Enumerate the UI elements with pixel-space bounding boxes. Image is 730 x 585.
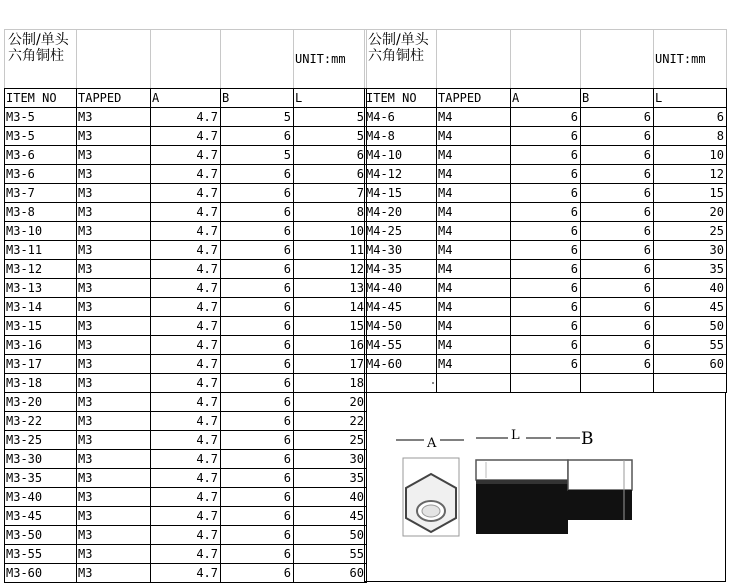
grid-line [4, 544, 366, 545]
grid-line [4, 506, 366, 507]
label-a: A [427, 436, 437, 451]
table-cell: 4.7 [196, 547, 218, 561]
grid-line [364, 373, 365, 393]
table-cell: 4.7 [196, 490, 218, 504]
table-cell: M3 [78, 262, 93, 276]
grid-line [364, 297, 726, 298]
table-cell: M4 [438, 338, 453, 352]
grid-line [4, 525, 366, 526]
table-cell: M3 [78, 509, 93, 523]
table-cell: 40 [709, 281, 724, 295]
table-cell: 6 [570, 167, 578, 181]
table-cell: 25 [709, 224, 724, 238]
grid-line [580, 29, 581, 88]
grid-line [293, 88, 294, 583]
grid-line [364, 354, 726, 355]
table-cell: 4.7 [196, 224, 218, 238]
table-cell: 20 [349, 395, 364, 409]
table-cell: 6 [283, 357, 291, 371]
table-cell: M4 [438, 357, 453, 371]
table-cell: M3-40 [6, 490, 43, 504]
table-cell: 12 [709, 167, 724, 181]
table-cell: 4.7 [196, 528, 218, 542]
grid-line [364, 278, 726, 279]
table-cell: 6 [716, 110, 724, 124]
table-cell: 6 [283, 300, 291, 314]
grid-line [364, 221, 726, 222]
table-cell: 6 [643, 129, 651, 143]
table-cell: 4.7 [196, 243, 218, 257]
table-cell: 6 [283, 452, 291, 466]
grid-line [4, 240, 366, 241]
table-cell: M3-13 [6, 281, 43, 295]
table-cell: M3-5 [6, 129, 35, 143]
table-cell: 6 [570, 262, 578, 276]
column-header-b: B [582, 91, 590, 105]
table-cell: 5 [356, 129, 364, 143]
table-cell: 6 [570, 205, 578, 219]
table-cell: 4.7 [196, 338, 218, 352]
table-cell: 45 [709, 300, 724, 314]
table-cell: M4-40 [366, 281, 403, 295]
table-cell: 45 [349, 509, 364, 523]
table-cell: M3-15 [6, 319, 43, 333]
table-cell: M3-25 [6, 433, 43, 447]
table-cell: 4.7 [196, 167, 218, 181]
grid-line [4, 221, 366, 222]
grid-line [726, 88, 727, 374]
table-cell: 6 [356, 148, 364, 162]
grid-line [4, 582, 366, 583]
table-cell: M4-10 [366, 148, 403, 162]
table-cell: 10 [349, 224, 364, 238]
grid-line [4, 449, 366, 450]
table-cell: 14 [349, 300, 364, 314]
table-cell: 6 [356, 167, 364, 181]
table-cell: 6 [283, 281, 291, 295]
table-cell: 6 [570, 281, 578, 295]
column-header-l: L [295, 91, 303, 105]
table-cell: 10 [709, 148, 724, 162]
label-b: B [581, 429, 594, 449]
table-cell: 6 [283, 547, 291, 561]
table-cell: M4-55 [366, 338, 403, 352]
table-cell: 6 [643, 319, 651, 333]
table-cell: 4.7 [196, 300, 218, 314]
table-cell: M3 [78, 433, 93, 447]
table-cell: 6 [283, 338, 291, 352]
table-cell: M4-35 [366, 262, 403, 276]
table-cell: M4-60 [366, 357, 403, 371]
table-cell: 25 [349, 433, 364, 447]
table-cell: M3 [78, 490, 93, 504]
table-cell: 40 [349, 490, 364, 504]
table-cell: M3 [78, 186, 93, 200]
table-cell: 6 [570, 129, 578, 143]
grid-line [364, 164, 726, 165]
table-cell: M3-22 [6, 414, 43, 428]
grid-line [653, 88, 654, 374]
grid-line [4, 392, 366, 393]
table-cell: 4.7 [196, 110, 218, 124]
table-cell: 30 [709, 243, 724, 257]
grid-line [4, 468, 366, 469]
grid-line [4, 202, 366, 203]
table-cell: 16 [349, 338, 364, 352]
grid-line [4, 316, 366, 317]
grid-line [580, 88, 581, 374]
grid-line [150, 29, 151, 88]
table-cell: M3 [78, 414, 93, 428]
grid-line [510, 88, 511, 374]
table-cell: M4-50 [366, 319, 403, 333]
table-cell: M3 [78, 167, 93, 181]
table-cell: 4.7 [196, 395, 218, 409]
table-cell: M3 [78, 243, 93, 257]
table-cell: 6 [643, 281, 651, 295]
grid-line [4, 88, 5, 583]
table-cell: 6 [570, 300, 578, 314]
table-cell: 8 [716, 129, 724, 143]
grid-line [364, 202, 726, 203]
table-cell: 17 [349, 357, 364, 371]
table-cell: M3-16 [6, 338, 43, 352]
table-cell: M3-7 [6, 186, 35, 200]
table-cell: M3-45 [6, 509, 43, 523]
column-header-item-no: ITEM NO [366, 91, 417, 105]
table-cell: 35 [349, 471, 364, 485]
grid-line [726, 373, 727, 393]
table-cell: 6 [643, 148, 651, 162]
table-cell: 8 [356, 205, 364, 219]
grid-line [726, 29, 727, 88]
table-cell: 6 [283, 319, 291, 333]
table-cell: 18 [349, 376, 364, 390]
grid-line [4, 88, 366, 89]
grid-line [76, 88, 77, 583]
table-cell: 50 [709, 319, 724, 333]
column-header-tapped: TAPPED [438, 91, 482, 105]
standoff-diagram [366, 390, 724, 580]
table-cell: 6 [283, 262, 291, 276]
table-cell: 4.7 [196, 566, 218, 580]
grid-line [4, 430, 366, 431]
grid-line [364, 126, 726, 127]
table-cell: 6 [643, 224, 651, 238]
table-cell: M3 [78, 110, 93, 124]
stray-dot [432, 382, 434, 384]
table-cell: 4.7 [196, 509, 218, 523]
grid-line [364, 259, 726, 260]
table-cell: 6 [570, 148, 578, 162]
table-cell: 6 [283, 376, 291, 390]
column-header-tapped: TAPPED [78, 91, 122, 105]
table-cell: M3-20 [6, 395, 43, 409]
grid-line [4, 278, 366, 279]
table-cell: 7 [356, 186, 364, 200]
table-cell: M3-6 [6, 148, 35, 162]
table-cell: M3-30 [6, 452, 43, 466]
table-cell: M3 [78, 528, 93, 542]
table-cell: 6 [283, 433, 291, 447]
table-cell: M3 [78, 566, 93, 580]
table-cell: 6 [643, 357, 651, 371]
table-cell: 11 [349, 243, 364, 257]
column-header-a: A [152, 91, 160, 105]
grid-line [4, 373, 366, 374]
table-cell: M3 [78, 224, 93, 238]
table-cell: 6 [570, 357, 578, 371]
grid-line [4, 164, 366, 165]
table-cell: 5 [283, 148, 291, 162]
grid-line [150, 88, 151, 583]
table-cell: 5 [356, 110, 364, 124]
table-cell: 5 [283, 110, 291, 124]
grid-line [364, 392, 365, 582]
table-cell: M3-10 [6, 224, 43, 238]
table-cell: M4 [438, 205, 453, 219]
table-cell: 4.7 [196, 414, 218, 428]
table-cell: M3 [78, 205, 93, 219]
grid-line [4, 411, 366, 412]
table-cell: M3 [78, 357, 93, 371]
table-cell: M3 [78, 338, 93, 352]
table-cell: M3 [78, 319, 93, 333]
table-cell: M3 [78, 471, 93, 485]
table-cell: 50 [349, 528, 364, 542]
table-cell: M4-6 [366, 110, 395, 124]
table-cell: 55 [709, 338, 724, 352]
hex-end-view [403, 458, 459, 536]
table-cell: 4.7 [196, 262, 218, 276]
table-cell: 6 [283, 224, 291, 238]
table-cell: 4.7 [196, 471, 218, 485]
table-cell: 12 [349, 262, 364, 276]
column-header-item-no: ITEM NO [6, 91, 57, 105]
grid-line [4, 259, 366, 260]
table-cell: M3 [78, 547, 93, 561]
right-table-title: 公制/单头六角铜柱 [368, 32, 429, 64]
table-cell: M4-12 [366, 167, 403, 181]
table-cell: M3 [78, 129, 93, 143]
table-cell: M3 [78, 376, 93, 390]
table-cell: 15 [709, 186, 724, 200]
table-cell: M4-30 [366, 243, 403, 257]
table-cell: 22 [349, 414, 364, 428]
table-cell: 4.7 [196, 357, 218, 371]
table-cell: 6 [570, 110, 578, 124]
table-cell: 4.7 [196, 148, 218, 162]
table-cell: M4-15 [366, 186, 403, 200]
grid-line [510, 29, 511, 88]
table-cell: 4.7 [196, 319, 218, 333]
table-cell: M4 [438, 167, 453, 181]
grid-line [364, 107, 726, 108]
table-cell: M3-18 [6, 376, 43, 390]
table-cell: 6 [283, 490, 291, 504]
table-cell: 6 [283, 129, 291, 143]
table-cell: M3-50 [6, 528, 43, 542]
grid-line [4, 145, 366, 146]
grid-line [364, 88, 726, 89]
table-cell: 4.7 [196, 281, 218, 295]
grid-line [220, 29, 221, 88]
grid-line [4, 126, 366, 127]
grid-line [364, 581, 726, 582]
table-cell: 6 [570, 186, 578, 200]
column-header-a: A [512, 91, 520, 105]
table-cell: M3-17 [6, 357, 43, 371]
table-cell: M4 [438, 110, 453, 124]
table-cell: 4.7 [196, 433, 218, 447]
table-cell: 6 [283, 205, 291, 219]
table-cell: 6 [643, 300, 651, 314]
table-cell: 35 [709, 262, 724, 276]
table-cell: 15 [349, 319, 364, 333]
table-cell: M4 [438, 243, 453, 257]
table-cell: 4.7 [196, 205, 218, 219]
table-cell: 55 [349, 547, 364, 561]
grid-line [364, 240, 726, 241]
table-cell: M3-55 [6, 547, 43, 561]
table-cell: 6 [283, 395, 291, 409]
grid-line [364, 145, 726, 146]
left-table-title: 公制/单头六角铜柱 [8, 32, 69, 64]
table-cell: 13 [349, 281, 364, 295]
table-cell: M4 [438, 224, 453, 238]
table-cell: 6 [570, 338, 578, 352]
table-cell: M3-11 [6, 243, 43, 257]
table-cell: 6 [570, 319, 578, 333]
grid-line [220, 88, 221, 583]
table-cell: 4.7 [196, 186, 218, 200]
table-cell: M4 [438, 148, 453, 162]
table-cell: 6 [643, 186, 651, 200]
right-table-unit: UNIT:mm [655, 52, 706, 66]
table-cell: 6 [283, 414, 291, 428]
table-cell: 6 [570, 224, 578, 238]
grid-line [364, 373, 726, 374]
table-cell: M3-5 [6, 110, 35, 124]
table-cell: 6 [570, 243, 578, 257]
table-cell: M4 [438, 262, 453, 276]
table-cell: 4.7 [196, 376, 218, 390]
table-cell: M3 [78, 148, 93, 162]
table-cell: 30 [349, 452, 364, 466]
table-cell: M3-12 [6, 262, 43, 276]
grid-line [4, 487, 366, 488]
table-cell: M4-45 [366, 300, 403, 314]
grid-line [4, 183, 366, 184]
label-l: L [511, 428, 520, 443]
table-cell: 6 [643, 110, 651, 124]
standoff-side-view [476, 460, 632, 534]
table-cell: M4-20 [366, 205, 403, 219]
table-cell: 20 [709, 205, 724, 219]
table-cell: M3-14 [6, 300, 43, 314]
table-cell: 6 [283, 167, 291, 181]
table-cell: 6 [643, 205, 651, 219]
table-cell: 6 [643, 338, 651, 352]
grid-line [4, 563, 366, 564]
table-cell: 4.7 [196, 129, 218, 143]
table-cell: 60 [349, 566, 364, 580]
table-cell: 6 [643, 167, 651, 181]
column-header-l: L [655, 91, 663, 105]
table-cell: 6 [283, 186, 291, 200]
table-cell: M4 [438, 319, 453, 333]
grid-line [364, 335, 726, 336]
table-cell: M4 [438, 186, 453, 200]
table-cell: 6 [643, 262, 651, 276]
table-cell: M3-6 [6, 167, 35, 181]
table-cell: M4 [438, 281, 453, 295]
table-cell: 6 [643, 243, 651, 257]
grid-line [725, 392, 726, 582]
table-cell: M4-8 [366, 129, 395, 143]
grid-line [4, 354, 366, 355]
grid-line [4, 335, 366, 336]
table-cell: 6 [283, 509, 291, 523]
table-cell: M3-35 [6, 471, 43, 485]
grid-line [436, 88, 437, 374]
table-cell: M4 [438, 300, 453, 314]
table-cell: 4.7 [196, 452, 218, 466]
table-cell: M3 [78, 300, 93, 314]
table-cell: 6 [283, 528, 291, 542]
grid-line [4, 297, 366, 298]
column-header-b: B [222, 91, 230, 105]
table-cell: M3 [78, 452, 93, 466]
left-table-unit: UNIT:mm [295, 52, 346, 66]
table-cell: 6 [283, 566, 291, 580]
grid-line [76, 29, 77, 88]
table-cell: M3-8 [6, 205, 35, 219]
table-cell: M3-60 [6, 566, 43, 580]
table-cell: M3 [78, 281, 93, 295]
table-cell: 6 [283, 243, 291, 257]
table-cell: M4-25 [366, 224, 403, 238]
table-cell: M3 [78, 395, 93, 409]
table-cell: 6 [283, 471, 291, 485]
grid-line [364, 88, 365, 374]
table-cell: 60 [709, 357, 724, 371]
table-cell: M4 [438, 129, 453, 143]
grid-line [364, 183, 726, 184]
grid-line [4, 107, 366, 108]
grid-line [364, 316, 726, 317]
